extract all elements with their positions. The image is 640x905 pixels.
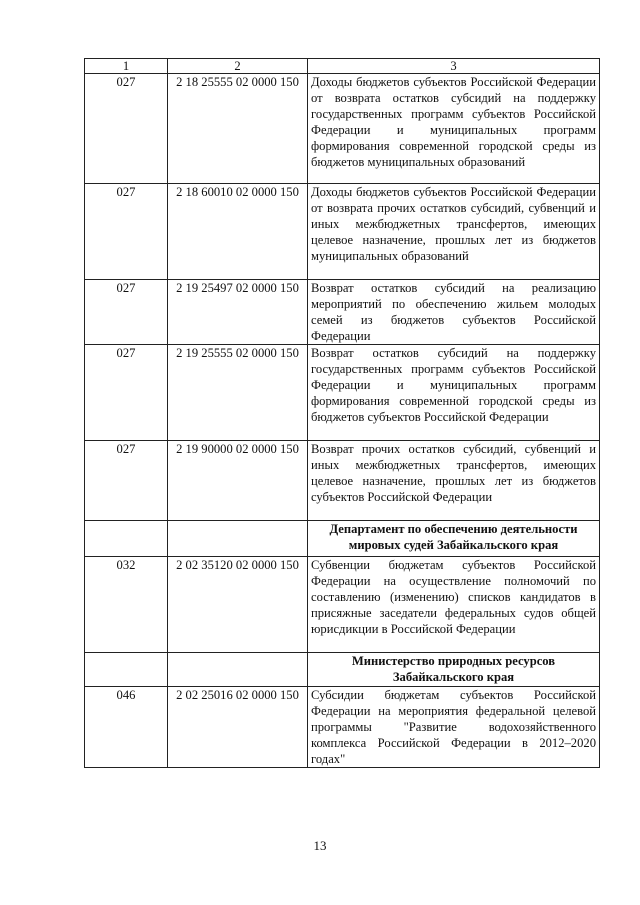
section-title: Министерство природных ресурсов Забайкальского края	[308, 653, 600, 687]
table-row	[85, 687, 600, 768]
admin-code-cell	[85, 653, 168, 687]
revenue-code-cell: 2 18 25555 02 0000 150	[168, 74, 308, 184]
revenue-code-cell: 2 02 35120 02 0000 150	[168, 557, 308, 653]
revenue-code-cell	[168, 653, 308, 687]
revenue-code-cell: 2 19 90000 02 0000 150	[168, 441, 308, 521]
table-row	[85, 280, 600, 345]
revenue-codes-table	[84, 58, 600, 768]
table-row	[85, 557, 600, 653]
section-header-row	[85, 653, 600, 687]
revenue-description-cell: Возврат остатков субсидий на поддержку государственных программ субъектов Российской Федерации и муниципальных программ формирования современной городской среды из бюджетов субъектов Российской Федерации	[308, 345, 600, 441]
admin-code-cell: 027	[85, 345, 168, 441]
table-header-row	[85, 59, 600, 74]
table-row	[85, 441, 600, 521]
revenue-code-cell: 2 02 25016 02 0000 150	[168, 687, 308, 768]
admin-code-cell: 027	[85, 184, 168, 280]
revenue-description-cell: Субвенции бюджетам субъектов Российской Федерации на осуществление полномочий по составлению (изменению) списков кандидатов в присяжные заседатели федеральных судов общей юрисдикции в Российской Федерации	[308, 557, 600, 653]
admin-code-cell: 046	[85, 687, 168, 768]
revenue-description-cell: Субсидии бюджетам субъектов Российской Федерации на мероприятия федеральной целевой программы "Развитие водохозяйственного комплекса Российской Федерации в 2012–2020 годах"	[308, 687, 600, 768]
admin-code-cell: 027	[85, 441, 168, 521]
section-title: Департамент по обеспечению деятельности мировых судей Забайкальского края	[308, 521, 600, 557]
revenue-description-cell: Возврат остатков субсидий на реализацию мероприятий по обеспечению жильем молодых семей из бюджетов субъектов Российской Федерации	[308, 280, 600, 345]
section-header-row	[85, 521, 600, 557]
admin-code-cell	[85, 521, 168, 557]
column-header-3: 3	[308, 59, 600, 74]
revenue-code-cell: 2 18 60010 02 0000 150	[168, 184, 308, 280]
column-header-1: 1	[85, 59, 168, 74]
table-row	[85, 74, 600, 184]
revenue-code-cell: 2 19 25497 02 0000 150	[168, 280, 308, 345]
admin-code-cell: 032	[85, 557, 168, 653]
admin-code-cell: 027	[85, 74, 168, 184]
admin-code-cell: 027	[85, 280, 168, 345]
table-row	[85, 184, 600, 280]
table-row	[85, 345, 600, 441]
revenue-description-cell: Доходы бюджетов субъектов Российской Федерации от возврата прочих остатков субсидий, субвенций и иных межбюджетных трансфертов, имеющих целевое назначение, прошлых лет из бюджетов муниципальных образований	[308, 184, 600, 280]
revenue-code-cell	[168, 521, 308, 557]
revenue-code-cell: 2 19 25555 02 0000 150	[168, 345, 308, 441]
page-number: 13	[313, 838, 327, 853]
revenue-description-cell: Возврат прочих остатков субсидий, субвенций и иных межбюджетных трансфертов, имеющих целевое назначение, прошлых лет из бюджетов субъектов Российской Федерации	[308, 441, 600, 521]
column-header-2: 2	[168, 59, 308, 74]
revenue-description-cell: Доходы бюджетов субъектов Российской Федерации от возврата остатков субсидий на поддержку государственных программ субъектов Российской Федерации и муниципальных программ формирования современной городской среды из бюджетов муниципальных образований	[308, 74, 600, 184]
